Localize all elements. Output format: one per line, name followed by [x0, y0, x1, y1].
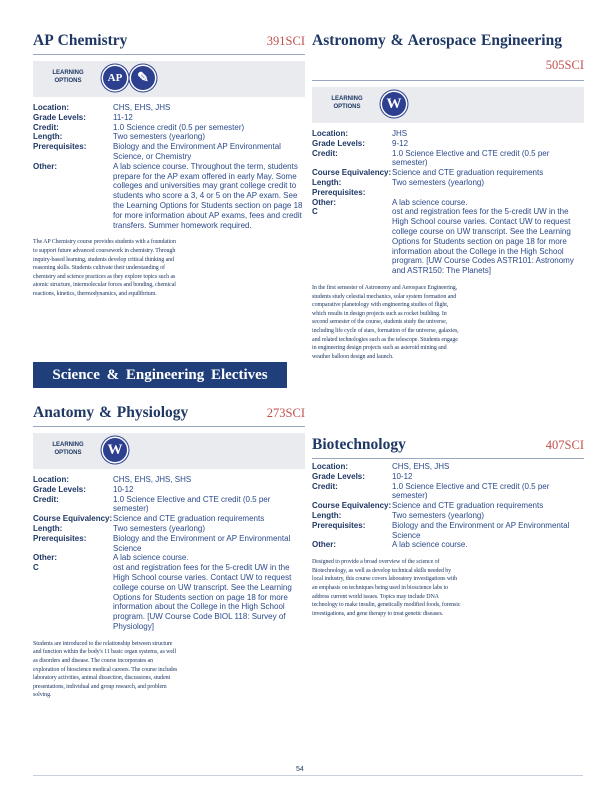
detail-value: Two semesters (yearlong)	[113, 523, 206, 533]
uw-logo-icon: W	[103, 438, 127, 462]
detail-label: Credit:	[33, 122, 59, 132]
detail-value: 9-12	[392, 138, 409, 148]
detail-label: C	[312, 207, 318, 217]
detail-value: ost and registration fees for the 5-credit UW in the High School course varies. Contact UW to request college course on UW transcript. See the Learning Options for Students section on page 18 for more information about the College in the High School program. [UW Course Codes ASTR101: Astronomy and ASTR150: The Planets]	[392, 207, 574, 276]
section-banner: Science & Engineering Electives	[33, 362, 287, 388]
course-header	[312, 436, 584, 459]
detail-label: Location:	[312, 129, 348, 138]
course-code: 391SCI	[266, 34, 305, 48]
course-code: 407SCI	[545, 438, 584, 452]
detail-value: 10-12	[392, 471, 413, 481]
detail-value: Biology and the Environment or AP Environmental Science	[392, 520, 570, 540]
detail-label: Length:	[33, 132, 63, 142]
detail-value: A lab science course. Throughout the term, students prepare for the AP exam offered in early May. Some colleges and universities may grant college credit to students who score a 3, 4 or 5 on the AP exam. See the Learning Options for Students section on page 18 for more information about AP exams, fees and credit transfers. Summer homework required.	[113, 161, 303, 230]
course-title: AP Chemistry	[33, 32, 128, 49]
ap-logo-icon: AP	[103, 66, 127, 90]
course-description: Designed to provide a broad overview of the science of Biotechnology, as well as develop technical skills needed by local industry, this course covers laboratory investigations with an emphasis on techniques being used in bioscience labs to address current world issues. Topics may include DNA technology to make insulin, genetically modified foods, forensic investigations, and gene therapy to treat genetic diseases.	[312, 559, 461, 617]
course-anatomy	[33, 404, 305, 700]
detail-value: 1.0 Science Elective and CTE credit (0.5 per semester)	[392, 148, 550, 168]
detail-label: Location:	[33, 103, 69, 112]
detail-label: Prerequisites:	[33, 142, 87, 152]
detail-value: 11-12	[113, 112, 133, 122]
course-description: The AP Chemistry course provides students with a foundation to support future advanced coursework in chemistry. Through inquiry-based learning, students develop critical thinking and reasoning skills. Students cultivate their understanding of chemistry and science practices as they explore topics such as atomic structure, intermolecular forces and bonding, chemical reactions, kinetics, thermodynamics, and equilibrium.	[33, 239, 176, 297]
learning-options-box	[33, 433, 305, 469]
course-details	[33, 475, 305, 632]
detail-label: Length:	[312, 510, 342, 520]
detail-label: Other:	[33, 161, 57, 171]
detail-value: ost and registration fees for the 5-credit UW in the High School course varies. Contact UW to request college course on UW transcript. See the Learning Options for Students section on page 18 for more information about the College in the High School program. [UW Course Code BIOL 118: Survey of Physiology]	[113, 563, 292, 631]
detail-value: A lab science course.	[392, 540, 468, 550]
detail-label: Prerequisites:	[312, 520, 366, 530]
page-number: 54	[296, 766, 304, 773]
detail-value: Science and CTE graduation requirements	[113, 514, 265, 524]
course-details	[312, 129, 584, 276]
course-details	[33, 103, 305, 230]
course-description: Students are introduced to the relationship between structure and function within the body's 11 basic organ systems, as well as disorders and disease. The course incorporates an exploration of bioscience medical careers. The course includes laboratory activities, animal dissection, discussions, student presentations, individual and group research, and problem solving.	[33, 640, 178, 699]
detail-value: A lab science course.	[113, 553, 189, 563]
detail-label: Grade Levels:	[312, 138, 365, 148]
learning-options-label: LEARNING OPTIONS	[52, 70, 84, 84]
uw-logo-icon: W	[382, 92, 406, 116]
detail-label: Length:	[33, 523, 63, 533]
detail-value: 1.0 Science Elective and CTE credit (0.5 per semester)	[392, 481, 550, 501]
detail-value: Two semesters (yearlong)	[392, 510, 485, 520]
detail-value: JHS	[392, 129, 408, 138]
detail-label: Prerequisites:	[33, 533, 87, 543]
detail-value: Two semesters (yearlong)	[113, 132, 206, 142]
course-description: In the first semester of Astronomy and Aerospace Engineering, students study celestial mechanics, solar system formation and comparative planetology with engineering studies of flight, which results in design projects such as rocket building. In second semester of the course, students study the universe, including life cycle of stars, formation of the universe, galaxies, and related technologies such as the telescope. Students engage in engineering design projects such as asteroid mining and weather balloon design and launch.	[312, 284, 459, 360]
course-biotechnology	[312, 436, 584, 618]
detail-value: 1.0 Science Elective and CTE credit (0.5 per semester)	[113, 494, 271, 514]
course-title: Astronomy & Aerospace Engineering	[312, 32, 562, 49]
detail-value: CHS, EHS, JHS	[113, 103, 171, 112]
detail-label: Location:	[33, 475, 69, 484]
detail-label: Course Equivalency:	[312, 168, 392, 178]
detail-label: Location:	[312, 462, 348, 471]
learning-options-box	[312, 87, 584, 123]
course-header	[312, 32, 584, 81]
detail-value: Science and CTE graduation requirements	[392, 501, 544, 511]
course-details	[312, 462, 584, 550]
detail-value: Science and CTE graduation requirements	[392, 168, 544, 178]
course-header	[33, 32, 305, 55]
detail-value: CHS, EHS, JHS, SHS	[113, 475, 192, 484]
detail-label: Grade Levels:	[33, 112, 86, 122]
detail-label: Length:	[312, 177, 342, 187]
detail-value: CHS, EHS, JHS	[392, 462, 450, 471]
detail-label: Course Equivalency:	[312, 501, 392, 511]
detail-label: Other:	[33, 553, 57, 563]
detail-value: Biology and the Environment or AP Environmental Science	[113, 533, 291, 553]
college-credit-icon: ✎	[131, 66, 155, 90]
footer-divider	[33, 775, 583, 776]
course-ap-chemistry	[33, 32, 305, 299]
detail-label: Prerequisites:	[312, 187, 366, 197]
detail-value: 1.0 Science credit (0.5 per semester)	[113, 122, 245, 132]
detail-label: Other:	[312, 540, 336, 550]
detail-label: Grade Levels:	[33, 484, 86, 494]
detail-value	[392, 188, 584, 198]
learning-options-box	[33, 61, 305, 97]
course-title: Biotechnology	[312, 436, 406, 453]
detail-label: Course Equivalency:	[33, 514, 113, 524]
detail-label: Credit:	[312, 148, 338, 158]
learning-options-label: LEARNING OPTIONS	[331, 96, 363, 110]
course-code: 273SCI	[266, 406, 305, 420]
detail-label: Credit:	[33, 494, 59, 504]
detail-label: C	[33, 563, 39, 573]
detail-label: Other:	[312, 197, 336, 207]
course-title: Anatomy & Physiology	[33, 404, 189, 421]
detail-label: Credit:	[312, 481, 338, 491]
detail-value: Two semesters (yearlong)	[392, 177, 485, 187]
detail-label: Grade Levels:	[312, 471, 365, 481]
detail-value: 10-12	[113, 484, 134, 494]
learning-options-label: LEARNING OPTIONS	[52, 442, 84, 456]
course-code: 505SCI	[545, 58, 584, 72]
course-astronomy	[312, 32, 584, 361]
detail-value: A lab science course.	[392, 197, 468, 207]
course-header	[33, 404, 305, 427]
detail-value: Biology and the Environment AP Environmental Science, or Chemistry	[113, 142, 281, 161]
